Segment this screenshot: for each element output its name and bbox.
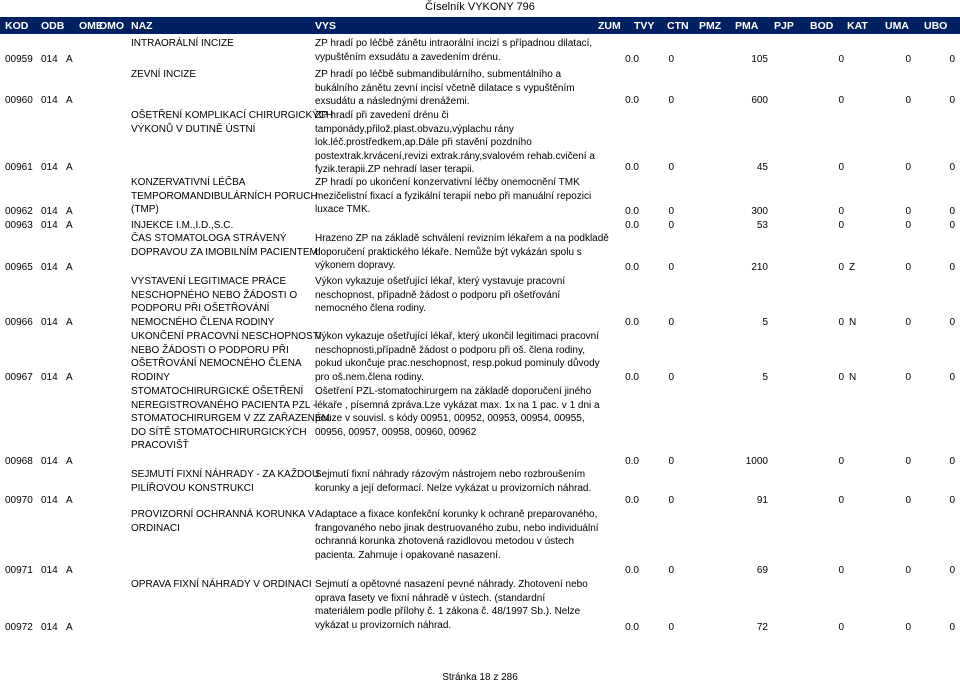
table-row [0,231,960,274]
cell-bod: 210 [751,262,768,273]
cell-vys-line: tamponády,přilož.plast.obvazu,výplachu rány [315,123,514,135]
cell-kod: 00959 [5,54,33,65]
cell-kod: 00971 [5,565,33,576]
cell-vys-line: luxace TMK. [315,204,371,216]
cell-omo: A [66,162,73,173]
cell-vys-line: výkonem dopravy. [315,260,396,272]
cell-naz-line: ZEVNÍ INCIZE [131,69,197,80]
cell-odb: 014 [41,54,58,65]
cell-uma: 0 [905,54,911,65]
cell-bod: 5 [762,317,768,328]
cell-vys-line: pokud ukončuje prac.neschopnost, resp.pokud pominuly důvody [315,358,600,370]
cell-odb: 014 [41,262,58,273]
cell-tvy: 0 [668,95,674,106]
cell-kod: 00962 [5,206,33,217]
cell-naz-line: OPRAVA FIXNÍ NÁHRADY V ORDINACI [131,579,312,590]
cell-bod: 300 [751,206,768,217]
cell-naz-line: ČAS STOMATOLOGA STRÁVENÝ [131,233,287,244]
cell-kod: 00966 [5,317,33,328]
cell-naz-line: (TMP) [131,204,159,216]
cell-omo: A [66,495,73,506]
cell-odb: 014 [41,622,58,633]
cell-vys-line: neschopnosti,případně žádost o podporu při oš. člena rodiny, [315,344,585,356]
cell-naz-line: INJEKCE I.M.,I.D.,S.C. [131,220,234,231]
table-row [0,507,960,577]
cell-bod: 53 [756,220,768,231]
cell-vys-line: Adaptace a fixace konfekční korunky k ochraně preparovaného, [315,509,598,520]
cell-naz-line: PRACOVIŠŤ [131,440,189,452]
table-row [0,329,960,384]
cell-kod: 00961 [5,162,33,173]
cell-kod: 00968 [5,456,33,467]
cell-vys-line: Hrazeno ZP na základě schválení revizním lékařem a na podkladě [315,233,609,244]
cell-naz-line: NEMOCNÉHO ČLENA RODINY [131,316,275,328]
cell-naz-line: TEMPOROMANDIBULÁRNÍCH PORUCH [131,190,318,202]
cell-odb: 014 [41,162,58,173]
cell-zum: 0.0 [625,262,639,273]
cell-vys-line: ZP hradí po léčbě zánětu intraorální incizí s případnou dilatací, [315,38,593,49]
cell-vys-line: frangovaného nebo jinak destruovaného zubu, nebo individuální [315,522,599,534]
cell-ubo: 0 [949,162,955,173]
cell-ubo: 0 [949,372,955,383]
cell-zum: 0.0 [625,565,639,576]
cell-naz-line: NESCHOPNÉHO NEBO ŽÁDOSTI O [131,289,298,301]
cell-pjp: 0 [838,54,844,65]
cell-vys-line: bukálního zánětu zevní incisí včetně dilatace s vypuštěním [315,82,575,94]
table-row [0,67,960,107]
cell-naz-line: OŠETŘOVÁNÍ NEMOCNÉHO ČLENA [131,358,302,370]
cell-uma: 0 [905,95,911,106]
cell-naz-line: NEBO ŽÁDOSTI O PODPORU PŘI [131,344,289,356]
cell-zum: 0.0 [625,622,639,633]
cell-vys-line: nemocného člena rodiny. [315,303,426,315]
cell-pjp: 0 [838,495,844,506]
table-row [0,274,960,329]
page-footer: Stránka 18 z 286 [442,672,518,683]
cell-kod: 00972 [5,622,33,633]
title-bar [0,0,960,17]
cell-vys-line: oprava fasety ve fixní náhradě v ústech. (standardní [315,592,546,604]
table-row [0,108,960,174]
cell-omo: A [66,95,73,106]
col-header-ctn: CTN [667,20,689,32]
cell-bod: 5 [762,372,768,383]
col-header-zum: ZUM [598,20,621,32]
cell-bod: 72 [756,622,768,633]
cell-ubo: 0 [949,622,955,633]
cell-odb: 014 [41,372,58,383]
cell-pjp: 0 [838,95,844,106]
cell-zum: 0.0 [625,372,639,383]
cell-zum: 0.0 [625,456,639,467]
col-header-kat: KAT [847,20,868,32]
cell-uma: 0 [905,220,911,231]
cell-ubo: 0 [949,54,955,65]
cell-uma: 0 [905,456,911,467]
cell-zum: 0.0 [625,162,639,173]
cell-omo: A [66,317,73,328]
cell-zum: 0.0 [625,206,639,217]
cell-odb: 014 [41,206,58,217]
col-header-pmz: PMZ [699,20,722,32]
cell-vys-line: pro oš.nem.člena rodiny. [315,371,424,383]
cell-zum: 0.0 [625,95,639,106]
table-row [0,175,960,218]
cell-zum: 0.0 [625,220,639,231]
cell-odb: 014 [41,95,58,106]
cell-vys-line: Výkon vykazuje ošetřující lékař, který ukončil legitimaci pracovní [315,331,600,342]
cell-bod: 91 [756,495,768,506]
cell-naz-line: DO SÍTĚ STOMATOCHIRURGICKÝCH [131,426,307,438]
cell-uma: 0 [905,162,911,173]
cell-uma: 0 [905,317,911,328]
cell-omo: A [66,565,73,576]
cell-naz-line: NEREGISTROVANÉHO PACIENTA PZL - [131,399,317,411]
cell-tvy: 0 [668,162,674,173]
col-header-ubo: UBO [924,20,948,32]
cell-bod: 600 [751,95,768,106]
cell-vys-line: ZP hradí při zavedení drénu či [315,110,449,121]
cell-vys-line: korunky a její deformací. Nelze vykázat u provizorních náhrad. [315,482,592,494]
cell-naz-line: ORDINACI [131,522,180,534]
table-row [0,36,960,66]
cell-uma: 0 [905,622,911,633]
cell-uma: 0 [905,206,911,217]
cell-uma: 0 [905,372,911,383]
col-header-ome: OME [79,20,103,32]
cell-odb: 014 [41,565,58,576]
cell-naz-line: UKONČENÍ PRACOVNÍ NESCHOPNOSTI [131,331,322,342]
cell-pjp: 0 [838,372,844,383]
cell-omo: A [66,456,73,467]
cell-vys-line: Sejmutí fixní náhrady rázovým nástrojem nebo rozbroušením [315,469,586,480]
cell-odb: 014 [41,317,58,328]
cell-naz-line: SEJMUTÍ FIXNÍ NÁHRADY - ZA KAŽDOU [131,469,320,480]
cell-naz-line: RODINY [131,371,170,383]
cell-naz-line: VYSTAVENÍ LEGITIMACE PRÁCE [131,276,287,287]
cell-naz-line: STOMATOCHIRURGICKÉ OŠETŘENÍ [131,386,304,397]
cell-zum: 0.0 [625,54,639,65]
column-header-row [0,17,960,34]
table-row [0,577,960,634]
cell-ubo: 0 [949,565,955,576]
cell-omo: A [66,54,73,65]
cell-vys-line: pouze v souvisl. s kódy 00951, 00952, 00953, 00954, 00955, [315,413,585,425]
cell-vys-line: ZP hradí po léčbě submandibulárního, submentálního a [315,69,562,80]
cell-naz-line: PODPORU PŘI OŠETŘOVÁNÍ [131,303,270,315]
cell-odb: 014 [41,456,58,467]
cell-omo: A [66,220,73,231]
cell-vys-line: Sejmutí a opětovné nasazení pevné náhrady. Zhotovení nebo [315,579,588,590]
cell-vys-line: ZP hradí po ukončení konzervativní léčby onemocnění TMK [315,177,580,188]
cell-vys-line: pacienta. Zahrnuje i opakované nasazení. [315,549,501,561]
col-header-bod: BOD [810,20,834,32]
cell-tvy: 0 [668,565,674,576]
cell-vys-line: fyzik.terapii.ZP nehradí laser terapii. [315,164,475,176]
cell-vys-line: lékaře , písemná zpráva.Lze vykázat max. 1x na 1 pac. v 1 dni a [315,399,600,411]
cell-naz-line: PILÍŘOVOU KONSTRUKCI [131,482,254,494]
cell-uma: 0 [905,565,911,576]
cell-bod: 45 [756,162,768,173]
cell-vys-line: materiálem podle přílohy č. 1 zákona č. 48/1997 Sb.). Nelze [315,606,581,618]
cell-uma: 0 [905,262,911,273]
cell-tvy: 0 [668,495,674,506]
col-header-kod: KOD [5,20,29,32]
cell-omo: A [66,262,73,273]
cell-kod: 00970 [5,495,33,506]
cell-vys-line: lok.léč.prostředkem,ap.Dále při stavění pozdního [315,137,532,149]
cell-pjp: 0 [838,565,844,576]
cell-vys-line: 00956, 00957, 00958, 00960, 00962 [315,426,477,438]
cell-bod: 105 [751,54,768,65]
cell-vys-line: exsudátu a následnými drenážemi. [315,96,470,108]
table-row [0,384,960,468]
cell-ubo: 0 [949,262,955,273]
cell-odb: 014 [41,220,58,231]
cell-naz-line: OŠETŘENÍ KOMPLIKACÍ CHIRURGICKÝCH [131,110,334,121]
cell-bod: 69 [756,565,768,576]
cell-omo: A [66,206,73,217]
col-header-pjp: PJP [774,20,794,32]
col-header-pma: PMA [735,20,759,32]
cell-pjp: 0 [838,262,844,273]
cell-ubo: 0 [949,495,955,506]
cell-kod: 00963 [5,220,33,231]
cell-kod: 00965 [5,262,33,273]
cell-kod: 00960 [5,95,33,106]
cell-pjp: 0 [838,317,844,328]
cell-ubo: 0 [949,317,955,328]
cell-naz-line: STOMATOCHIRURGEM V ZZ ZAŘAZENÉM [131,413,330,425]
col-header-odb: ODB [41,20,65,32]
col-header-omo: OMO [99,20,125,32]
cell-kat: N [849,372,857,383]
cell-ubo: 0 [949,95,955,106]
cell-uma: 0 [905,495,911,506]
cell-tvy: 0 [668,372,674,383]
cell-vys-line: ochranná korunka zhotovená razidlovou metodou v ústech [315,536,575,548]
cell-tvy: 0 [668,622,674,633]
table-row [0,218,960,232]
cell-omo: A [66,622,73,633]
col-header-tvy: TVY [634,20,655,32]
cell-vys-line: mezičelistní fixací a fyzikální terapií nebo při manuální repozici [315,190,592,202]
cell-vys-line: neschopnost, případně žádost o podporu při ošetřování [315,289,561,301]
cell-naz-line: PROVIZORNÍ OCHRANNÁ KORUNKA V [131,509,315,520]
cell-pjp: 0 [838,622,844,633]
cell-vys-line: vykázat u provizorních náhrad. [315,619,452,631]
cell-tvy: 0 [668,54,674,65]
col-header-uma: UMA [885,20,909,32]
cell-vys-line: doporučení praktického lékaře. Nemůže být vykázán spolu s [315,246,582,258]
cell-naz-line: VÝKONŮ V DUTINĚ ÚSTNÍ [131,123,256,135]
cell-pjp: 0 [838,162,844,173]
cell-odb: 014 [41,495,58,506]
cell-pjp: 0 [838,456,844,467]
cell-kat: Z [849,262,856,273]
cell-pjp: 0 [838,206,844,217]
cell-naz-line: INTRAORÁLNÍ INCIZE [131,38,234,49]
cell-vys-line: Výkon vykazuje ošetřující lékař, který vystavuje pracovní [315,276,566,287]
cell-naz-line: DOPRAVOU ZA IMOBILNÍM PACIENTEM [131,246,318,258]
cell-pjp: 0 [838,220,844,231]
col-header-naz: NAZ [131,20,153,32]
cell-tvy: 0 [668,317,674,328]
cell-tvy: 0 [668,206,674,217]
cell-kod: 00967 [5,372,33,383]
cell-tvy: 0 [668,456,674,467]
document-title: Číselník VYKONY 796 [425,1,535,13]
col-header-vys: VYS [315,20,337,32]
cell-vys-line: vypuštěním exsudátu a zavedením drénu. [315,51,501,63]
table-row [0,467,960,507]
cell-vys-line: Ošetření PZL-stomatochirurgem na základě doporučení jiného [315,386,592,397]
cell-ubo: 0 [949,220,955,231]
cell-ubo: 0 [949,456,955,467]
cell-bod: 1000 [745,456,768,467]
cell-tvy: 0 [668,220,674,231]
cell-zum: 0.0 [625,495,639,506]
cell-tvy: 0 [668,262,674,273]
cell-ubo: 0 [949,206,955,217]
cell-omo: A [66,372,73,383]
cell-zum: 0.0 [625,317,639,328]
cell-vys-line: postextrak.krvácení,revizi extrak.rány,svalovém rehab.cvičení a [315,150,595,162]
cell-naz-line: KONZERVATIVNÍ LÉČBA [131,177,246,188]
cell-kat: N [849,317,857,328]
